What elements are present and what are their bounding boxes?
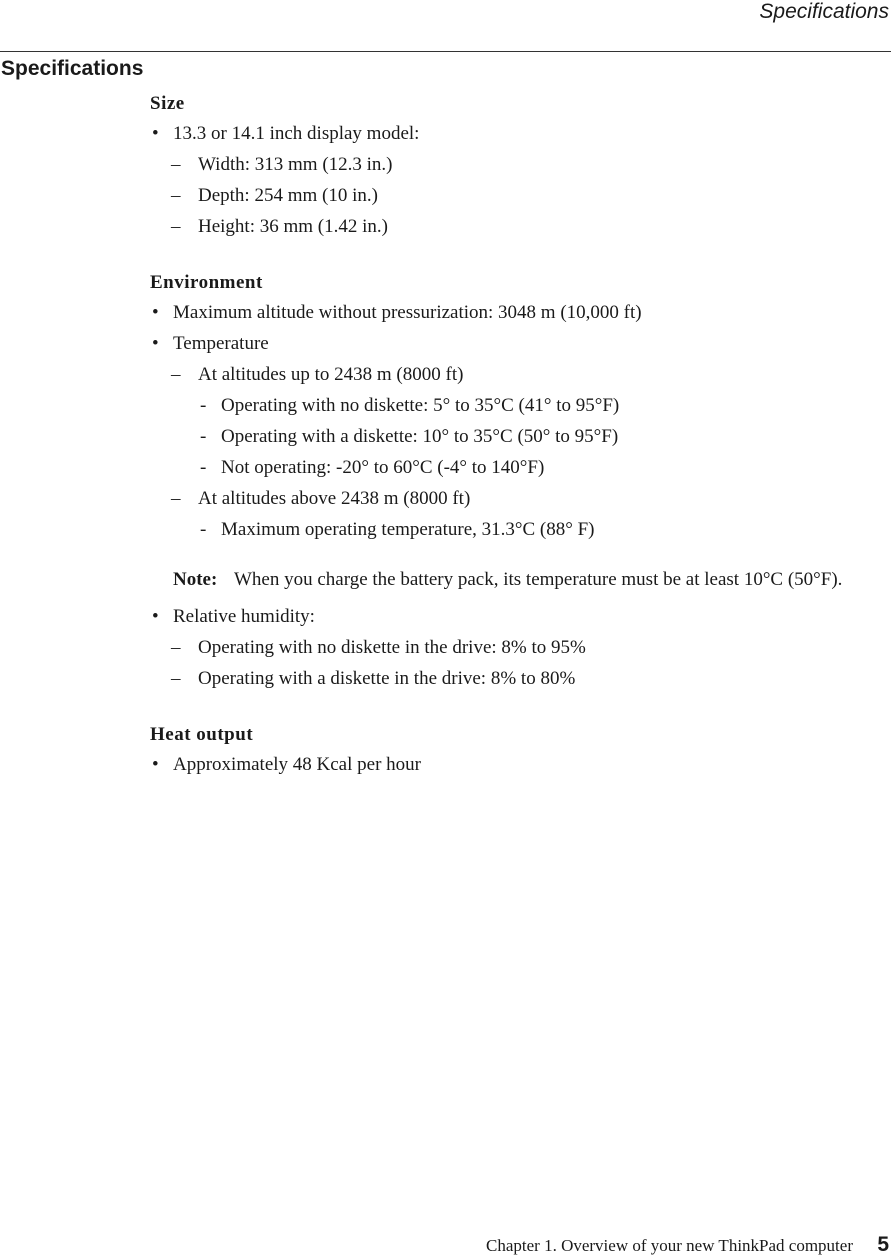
list-item	[150, 149, 880, 180]
list-item	[150, 180, 880, 211]
note-label: Note:	[173, 569, 218, 590]
page-number: 5	[877, 1233, 889, 1256]
list-item	[150, 211, 880, 242]
list-item	[150, 483, 880, 514]
bullet-marker: •	[152, 333, 159, 354]
list-item	[150, 390, 880, 421]
header-rule	[0, 51, 891, 52]
size-width: Width: 313 mm (12.3 in.)	[198, 154, 393, 175]
env-op-with-diskette: Operating with a diskette: 10° to 35°C (50° to 95°F)	[221, 426, 619, 447]
battery-note	[150, 567, 880, 593]
bullet-marker: •	[152, 606, 159, 627]
heat-output-section	[150, 720, 880, 780]
env-humidity-with-diskette: Operating with a diskette in the drive: 8% to 80%	[198, 668, 576, 689]
section-title: Specifications	[1, 57, 144, 80]
bullet-marker: •	[152, 302, 159, 323]
list-item	[150, 118, 880, 149]
size-section	[150, 89, 880, 242]
env-max-op-temp: Maximum operating temperature, 31.3°C (88° F)	[221, 519, 595, 540]
dash-marker: –	[171, 185, 181, 206]
env-humidity: Relative humidity:	[173, 606, 315, 627]
hyphen-marker: -	[200, 519, 207, 540]
running-header: Specifications	[759, 0, 889, 23]
env-below-2438: At altitudes up to 2438 m (8000 ft)	[198, 364, 464, 385]
footer-chapter: Chapter 1. Overview of your new ThinkPad computer	[486, 1236, 853, 1255]
list-item	[150, 663, 880, 694]
list-item	[150, 632, 880, 663]
spacer	[150, 694, 880, 720]
spacer	[150, 242, 880, 268]
dash-marker: –	[171, 488, 181, 509]
dash-marker: –	[171, 364, 181, 385]
bullet-marker: •	[152, 123, 159, 144]
list-item	[150, 297, 880, 328]
heat-output-heading: Heat output	[150, 724, 254, 745]
dash-marker: –	[171, 637, 181, 658]
list-item	[150, 601, 880, 632]
dash-marker: –	[171, 154, 181, 175]
size-height: Height: 36 mm (1.42 in.)	[198, 216, 388, 237]
list-item	[150, 421, 880, 452]
bullet-marker: •	[152, 754, 159, 775]
heat-output-value: Approximately 48 Kcal per hour	[173, 754, 421, 775]
list-item	[150, 328, 880, 359]
spacer	[150, 545, 880, 563]
env-altitude: Maximum altitude without pressurization: 3048 m (10,000 ft)	[173, 302, 642, 323]
hyphen-marker: -	[200, 457, 207, 478]
list-item	[150, 452, 880, 483]
env-humidity-no-diskette: Operating with no diskette in the drive: 8% to 95%	[198, 637, 586, 658]
list-item	[150, 749, 880, 780]
environment-section	[150, 268, 880, 694]
size-model: 13.3 or 14.1 inch display model:	[173, 123, 420, 144]
list-item	[150, 359, 880, 390]
list-item	[150, 514, 880, 545]
env-above-2438: At altitudes above 2438 m (8000 ft)	[198, 488, 471, 509]
dash-marker: –	[171, 668, 181, 689]
dash-marker: –	[171, 216, 181, 237]
environment-heading: Environment	[150, 272, 263, 293]
env-not-operating: Not operating: -20° to 60°C (-4° to 140°F)	[221, 457, 545, 478]
env-temperature: Temperature	[173, 333, 269, 354]
hyphen-marker: -	[200, 426, 207, 447]
note-text: When you charge the battery pack, its temperature must be at least 10°C (50°F).	[234, 569, 843, 590]
spec-content	[150, 89, 880, 780]
size-depth: Depth: 254 mm (10 in.)	[198, 185, 378, 206]
env-op-no-diskette: Operating with no diskette: 5° to 35°C (41° to 95°F)	[221, 395, 620, 416]
hyphen-marker: -	[200, 395, 207, 416]
size-heading: Size	[150, 93, 185, 114]
